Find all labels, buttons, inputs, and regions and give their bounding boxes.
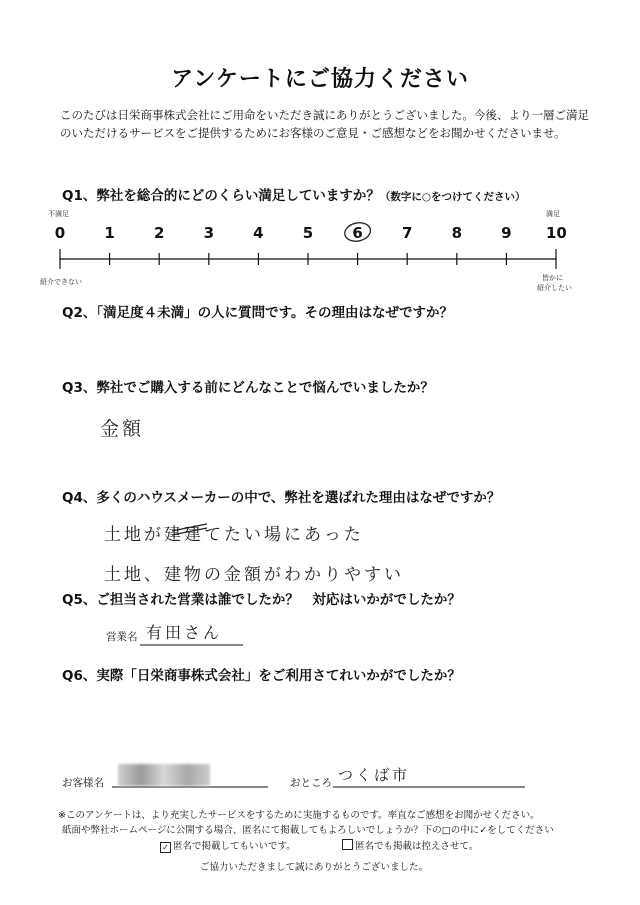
scale-number-1: 1 (104, 224, 115, 242)
intro-text: このたびは日栄商事株式会社にご用命をいただき誠にありがとうございました。今後、より一層ご満足のいただけるサービスをご提供するためにお客様のご意見・ご感想などをお聞かせくださいませ。 (60, 108, 589, 140)
customer-name-label: お客様名 (62, 777, 104, 789)
checkbox-empty[interactable] (342, 839, 353, 850)
page-title: アンケートにご協力ください (171, 67, 469, 92)
option-anonymous-ok-label: 匿名で掲載してもいいです。 (173, 841, 296, 852)
checkbox-checked[interactable]: ✓ (160, 842, 171, 853)
answer-1b: 建てたい場にあった (184, 525, 364, 545)
option-decline-label: 匿名でも掲載は控えさせて。 (355, 841, 479, 852)
selected-circle-mark (343, 220, 372, 243)
thanks-text: ご協力いただきまして誠にありがとうございました。 (200, 862, 429, 873)
footer-note-2: 紙面や弊社ホームページに公開する場合、匿名にて掲載してもよろしいでしょうか？下の□の中に✓をしてください (62, 825, 554, 836)
scale-right-bottom-label-1: 皆かに (542, 274, 563, 282)
scale-number-6: 6 (352, 224, 363, 242)
scale-left-bottom-label: 紹介できない (40, 278, 82, 286)
scale-number-10: 10 (546, 224, 567, 242)
scale-right-bottom-label-2: 紹介したい (537, 284, 572, 292)
question-4-answer-line-2: 土地、建物の金額がわかりやすい (104, 565, 404, 585)
question-4-answer-line-1 (104, 520, 364, 545)
scale-number-4: 4 (253, 224, 264, 242)
footer-note-1: ※このアンケートは、より充実したサービスをするために実施するものです。率直なご感想をお聞かせください。 (58, 810, 540, 821)
scale-right-top-label: 満足 (546, 210, 560, 218)
scale-number-9: 9 (501, 224, 512, 242)
address-label: おところ (290, 777, 332, 789)
scale-number-7: 7 (401, 224, 413, 242)
question-4: Q4、多くのハウスメーカーの中で、弊社を選ばれた理由はなぜですか？ (62, 490, 501, 506)
question-1-note: （数字に○をつけてください） (379, 191, 526, 203)
question-3: Q3、弊社でご購入する前にどんなことで悩んでいましたか？ (62, 380, 434, 396)
scale-number-2: 2 (153, 224, 165, 242)
redacted-name (118, 764, 210, 786)
scale-left-top-label: 不満足 (48, 210, 69, 218)
question-6: Q6、実際「日栄商事株式会社」をご利用さてれいかがでしたか？ (62, 668, 461, 684)
question-2: Q2、「満足度４未満」の人に質問です。その理由はなぜですか？ (62, 305, 454, 321)
scale-number-8: 8 (451, 224, 463, 242)
sales-rep-field-label: 営業名 (106, 631, 138, 643)
option-anonymous-ok[interactable] (160, 838, 296, 853)
option-decline[interactable] (342, 838, 478, 852)
question-3-answer: 金額 (100, 418, 145, 440)
scale-number-3: 3 (203, 224, 215, 242)
scale-number-0: 0 (54, 224, 66, 242)
sales-rep-answer: 有田さん (146, 623, 223, 642)
address-value: つくば市 (338, 766, 411, 784)
answer-1a: 土地が (104, 525, 164, 545)
answer-1-struck: 建 (164, 525, 184, 545)
scale-number-5: 5 (302, 224, 314, 242)
question-5: Q5、ご担当された営業は誰でしたか？ 対応はいかがでしたか？ (62, 592, 461, 608)
question-1-label: Q1、弊社を総合的にどのくらい満足していますか？ (62, 188, 380, 204)
